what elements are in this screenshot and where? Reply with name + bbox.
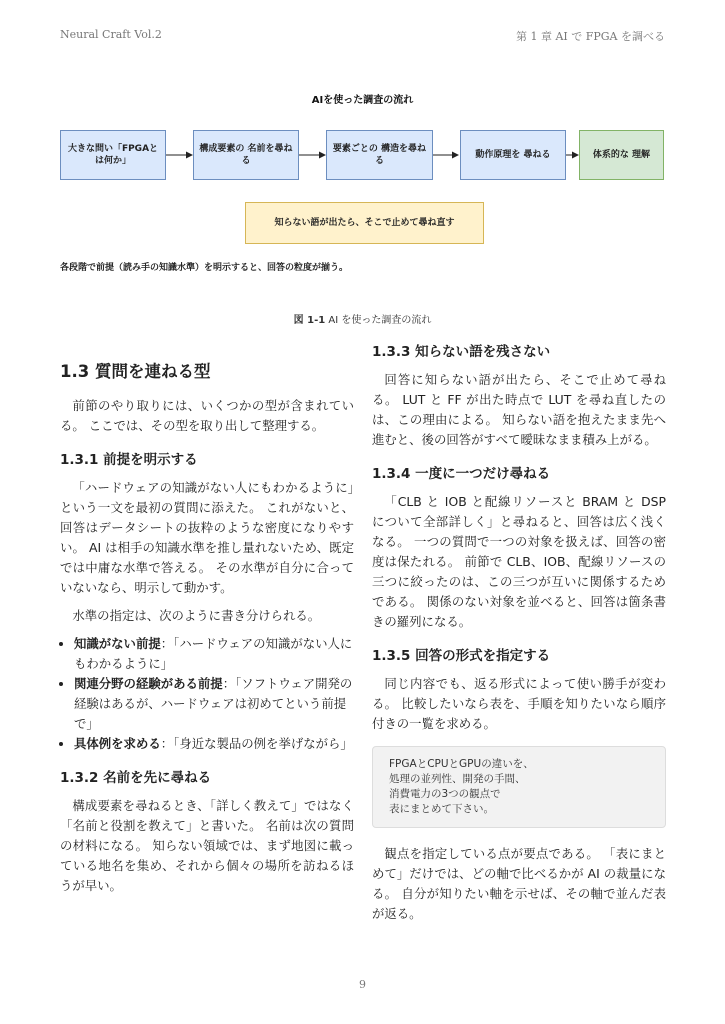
running-header-left: Neural Craft Vol.2 (60, 28, 162, 41)
flow-step-structure: 要素ごとの 構造を尋ねる (326, 130, 433, 180)
subsection-heading-5: 1.3.5 回答の形式を指定する (372, 648, 551, 664)
flow-step-understanding: 体系的な 理解 (579, 130, 664, 180)
section-heading: 1.3 質問を連ねる型 (60, 362, 211, 381)
list-item-term: 関連分野の経験がある前提 (74, 676, 223, 691)
flow-title: AIを使った調査の流れ (311, 95, 414, 106)
flow-loop-note: 知らない語が出たら、そこで止めて尋ね直す (245, 202, 484, 244)
left-column (60, 340, 354, 904)
subsection-heading-2: 1.3.2 名前を先に尋ねる (60, 770, 212, 786)
flow-step-question: 大きな問い「FPGAとは何か」 (60, 130, 166, 180)
list-item (74, 634, 354, 674)
prompt-example-block: FPGAとCPUとGPUの違いを、 処理の並列性、開発の手間、 消費電力の3つの観点で 表にまとめて下さい。 (372, 746, 666, 828)
level-list (60, 634, 354, 754)
right-column (372, 340, 666, 932)
paragraph: 回答に知らない語が出たら、そこで止めて尋ねる。 LUT と FF が出た時点で LUT を尋ね直したのは、この理由による。 知らない語を抱えたまま先へ進むと、後の回答がすべて曖昧なまま積み上がる。 (372, 372, 666, 447)
figure-number: 図 1-1 (293, 315, 326, 326)
figure-caption-text: AI を使った調査の流れ (328, 315, 432, 326)
list-item-text: ：「ハードウェアの知識がない人にもわかるように」 (74, 636, 353, 671)
subsection-heading-3: 1.3.3 知らない語を残さない (372, 344, 551, 360)
flow-step-names: 構成要素の 名前を尋ねる (193, 130, 299, 180)
running-header-right: 第 1 章 AI で FPGA を調べる (515, 30, 665, 43)
paragraph: 「CLB と IOB と配線リソースと BRAM と DSP について全部詳しく」と尋ねると、回答は広く浅くなる。 一つの質問で一つの対象を扱えば、回答の密度は保たれる。 前節で CLB、IOB、配線リソースの三つに絞ったのは、この三つが互いに関係するためである。 関係のない対象を並べると、回答は箇条書きの羅列になる。 (372, 494, 666, 629)
paragraph: 水準の指定は、次のように書き分けられる。 (72, 608, 321, 623)
flow-footnote: 各段階で前提（読み手の知識水準）を明示すると、回答の粒度が揃う。 (60, 263, 349, 273)
list-item (74, 734, 354, 754)
list-item (74, 674, 354, 734)
subsection-heading-1: 1.3.1 前提を明示する (60, 452, 198, 468)
paragraph: 観点を指定している点が要点である。 「表にまとめて」だけでは、どの軸で比べるかが AI の裁量になる。 自分が知りたい軸を示せば、その軸で並んだ表が返る。 (372, 846, 666, 921)
list-item-text: ：「身近な製品の例を挙げながら」 (160, 736, 353, 751)
subsection-heading-4: 1.3.4 一度に一つだけ尋ねる (372, 466, 551, 482)
paragraph: 同じ内容でも、返る形式によって使い勝手が変わる。 比較したいなら表を、手順を知りたいなら順序付きの一覧を求める。 (372, 676, 666, 731)
page-number: 9 (359, 978, 366, 991)
paragraph: 構成要素を尋ねるとき、「詳しく教えて」ではなく「名前と役割を教えて」と書いた。 名前は次の質問の材料になる。 知らない領域では、まず地図に載っている地名を集め、それから個々の場所を訪ねるほうが早い。 (60, 798, 354, 893)
list-item-text: ：「ソフトウェア開発の経験はあるが、ハードウェアは初めてという前提で」 (74, 676, 353, 731)
list-item-term: 具体例を求める (74, 736, 161, 751)
list-item-term: 知識がない前提 (74, 636, 161, 651)
figure-caption (0, 311, 725, 326)
section-intro: 前節のやり取りには、いくつかの型が含まれている。 ここでは、その型を取り出して整理する。 (60, 398, 354, 433)
flow-step-principle: 動作原理を 尋ねる (460, 130, 566, 180)
paragraph: 「ハードウェアの知識がない人にもわかるように」という一文を最初の質問に添えた。 これがないと、回答はデータシートの抜粋のような密度になりやすい。 AI は相手の知識水準を推し量れないため、既定では中庸な水準で答える。 その水準が自分に合っていないなら、明示して動かす。 (60, 480, 354, 595)
